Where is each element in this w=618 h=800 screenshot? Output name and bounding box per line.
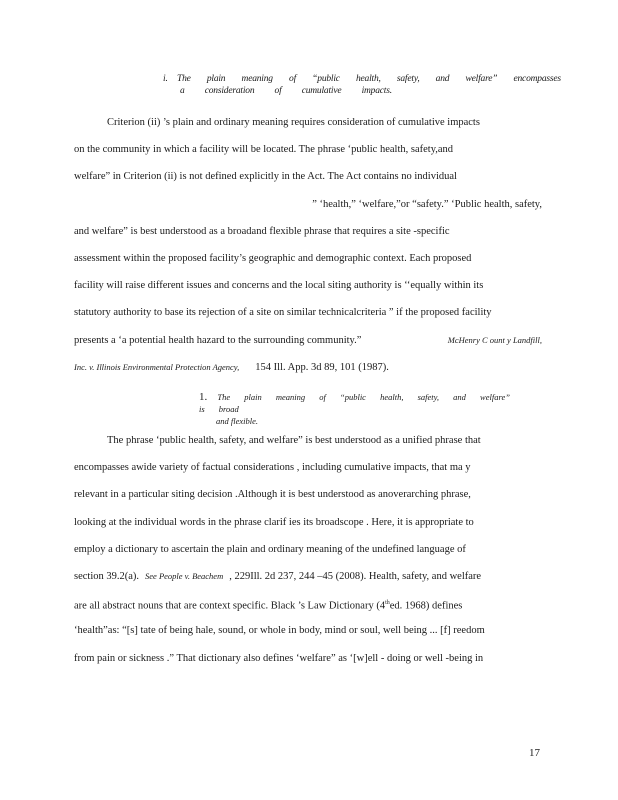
subsection-heading: [199, 392, 519, 427]
paragraph-1: [74, 109, 542, 381]
paragraph-line: ‘health”as: “[s] tate of being hale, sound, or whole in body, mind or soul, well being ... [f] reedom: [74, 625, 485, 637]
heading-number: i.: [163, 74, 168, 84]
case-citation: See People v. Beachem: [145, 570, 224, 581]
paragraph-line: statutory authority to base its rejection of a site on similar technicalcriteria ” if the proposed facility: [74, 307, 492, 319]
paragraph-line: encompasses awide variety of factual considerations , including cumulative impacts, that ma y: [74, 462, 471, 474]
heading-line-1: The plain meaning of “public health, safety, and welfare” encompasses: [177, 74, 561, 84]
paragraph-line: assessment within the proposed facility’s geographic and demographic context. Each proposed: [74, 252, 472, 264]
paragraph-line: looking at the individual words in the phrase clarif ies its broadscope . Here, it is appropriate to: [74, 516, 474, 528]
paragraph-line: presents a ‘a potential health hazard to the surrounding community.” McHenry C ount y Landfill,: [74, 327, 542, 354]
paragraph-line: employ a dictionary to ascertain the plain and ordinary meaning of the undefined language of: [74, 543, 466, 555]
paragraph-line: facility will raise different issues and concerns and the local siting authority is ‘‘equally within its: [74, 280, 484, 292]
paragraph-line: ” ‘health,” ‘welfare,”or “safety.” ‘Public health, safety,: [312, 198, 542, 210]
paragraph-line: The phrase ‘public health, safety, and welfare” is best understood as a unified phrase that: [107, 435, 481, 446]
heading-line-2: a consideration of cumulative impacts.: [180, 86, 392, 96]
paragraph-line: welfare” in Criterion (ii) is not defined explicitly in the Act. The Act contains no individual: [74, 171, 457, 183]
section-heading: [163, 73, 563, 97]
paragraph-line: on the community in which a facility will be located. The phrase ‘public health, safety,and: [74, 144, 454, 156]
paragraph-line: section 39.2(a). See People v. Beachem , 229Ill. 2d 237, 244 –45 (2008). Health, safety, and welfare: [74, 563, 542, 590]
paragraph-line: Inc. v. Illinois Environmental Protection Agency, 154 Ill. App. 3d 89, 101 (1987).: [74, 354, 542, 381]
paragraph-line: are all abstract nouns that are context specific. Black ’s Law Dictionary (4thed. 1968) defines: [74, 600, 463, 612]
paragraph-line: and welfare” is best understood as a broadand flexible phrase that requires a site -specific: [74, 225, 450, 237]
paragraph-line: Criterion (ii) ’s plain and ordinary meaning requires consideration of cumulative impacts: [107, 117, 480, 128]
subheading-line-1: The plain meaning of “public health, safety, and welfare” is broad: [199, 392, 510, 414]
subheading-number: 1.: [199, 391, 208, 403]
paragraph-2: [74, 427, 542, 672]
superscript: th: [385, 600, 390, 607]
case-citation: Inc. v. Illinois Environmental Protection Agency,: [74, 361, 240, 372]
case-citation: McHenry C ount y Landfill,: [447, 334, 542, 345]
page-number: 17: [529, 747, 540, 759]
subheading-line-2: and flexible.: [216, 416, 259, 426]
paragraph-line: from pain or sickness .” That dictionary also defines ‘welfare” as ‘[w]ell - doing or well -being in: [74, 652, 484, 664]
paragraph-line: relevant in a particular siting decision .Although it is best understood as anoverarching phrase,: [74, 489, 471, 501]
